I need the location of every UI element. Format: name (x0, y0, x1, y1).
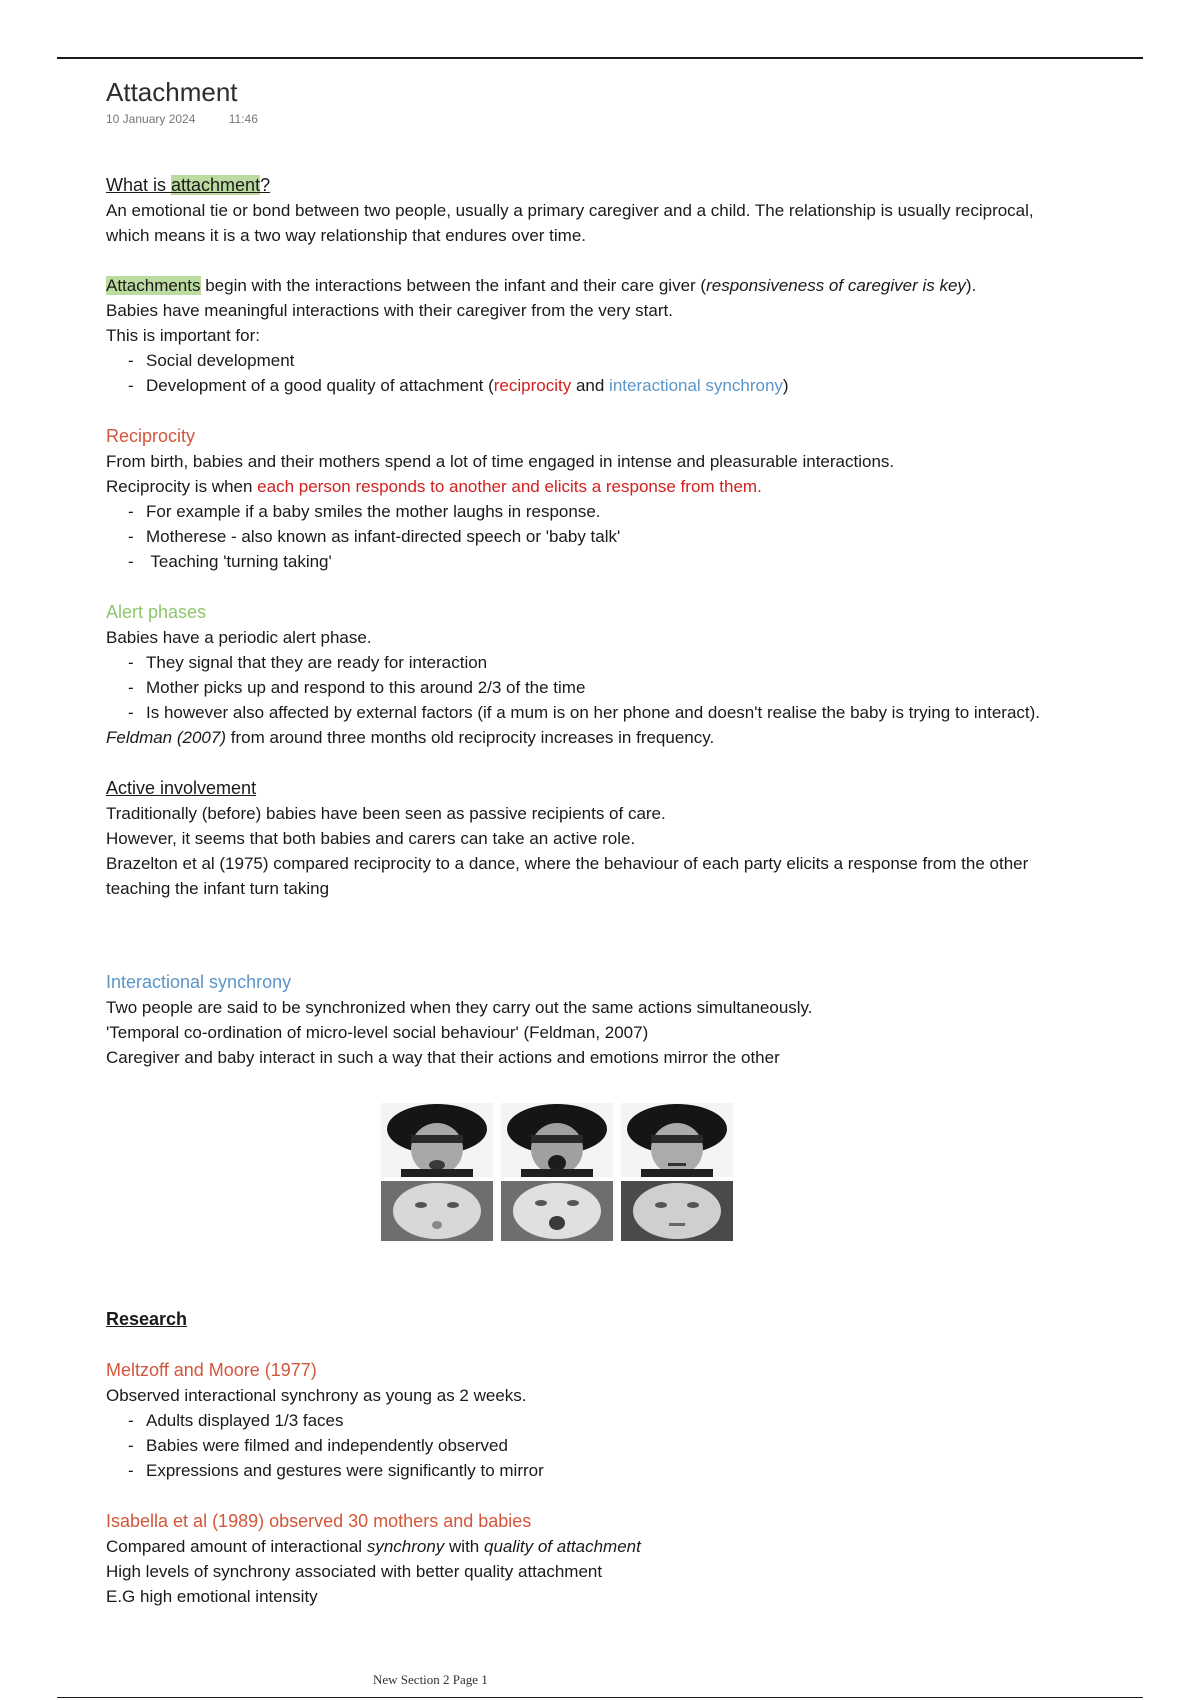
text-line: Traditionally (before) babies have been seen as passive recipients of care. (106, 804, 666, 823)
text-line: Compared amount of interactional synchrony with quality of attachment (106, 1537, 641, 1556)
adult-face-image (381, 1103, 493, 1177)
baby-face-image (381, 1181, 493, 1241)
text-line: Observed interactional synchrony as young as 2 weeks. (106, 1386, 527, 1405)
list-item: - Adults displayed 1/3 faces (128, 1408, 1156, 1433)
baby-face-image (501, 1181, 613, 1241)
bullet-list (106, 499, 1156, 574)
text-line: Two people are said to be synchronized when they carry out the same actions simultaneously. (106, 998, 813, 1017)
what-is-heading: What is attachment? (106, 175, 271, 195)
text-line: teaching the infant turn taking (106, 879, 330, 898)
text-line: Feldman (2007) from around three months old reciprocity increases in frequency. (106, 728, 715, 747)
text-line: which means it is a two way relationship that endures over time. (106, 226, 587, 245)
adult-face-image (621, 1103, 733, 1177)
list-item: - They signal that they are ready for interaction (128, 650, 1156, 675)
bottom-rule (57, 1697, 1143, 1698)
note-page (106, 70, 1156, 1609)
baby-face-image (621, 1181, 733, 1241)
meltzoff-faces-photo (381, 1103, 733, 1259)
list-item: - Teaching 'turning taking' (128, 549, 1156, 574)
highlight: attachment (171, 175, 261, 195)
list-item: - Social development (128, 348, 1156, 373)
research-heading: Research (106, 1309, 188, 1329)
page-date: 10 January 2024 (106, 112, 196, 126)
text-line: Brazelton et al (1975) compared reciprocity to a dance, where the behaviour of each party elicits a response from the other (106, 854, 1029, 873)
list-item: - Mother picks up and respond to this around 2/3 of the time (128, 675, 1156, 700)
text-line: From birth, babies and their mothers spend a lot of time engaged in intense and pleasurable interactions. (106, 452, 895, 471)
text-line: Caregiver and baby interact in such a way that their actions and emotions mirror the other (106, 1048, 780, 1067)
top-rule (57, 57, 1143, 59)
text-line: Babies have a periodic alert phase. (106, 628, 372, 647)
text-line: High levels of synchrony associated with better quality attachment (106, 1562, 603, 1581)
page-time: 11:46 (228, 112, 258, 126)
list-item: - Development of a good quality of attachment (reciprocity and interactional synchrony) (128, 373, 1156, 398)
text-line: E.G high emotional intensity (106, 1587, 318, 1606)
active-involvement-heading: Active involvement (106, 778, 257, 798)
text-line: This is important for: (106, 326, 260, 345)
text-line: Attachments begin with the interactions between the infant and their care giver (responsiveness of caregiver is key). (106, 276, 977, 295)
page-meta (106, 112, 1156, 130)
text-line: An emotional tie or bond between two people, usually a primary caregiver and a child. The relationship is usually reciprocal, (106, 201, 1034, 220)
bullet-list (106, 1408, 1156, 1483)
list-item: - Babies were filmed and independently observed (128, 1433, 1156, 1458)
bullet-list (106, 650, 1156, 725)
text-line: However, it seems that both babies and carers can take an active role. (106, 829, 636, 848)
text-line: Babies have meaningful interactions with their caregiver from the very start. (106, 301, 673, 320)
adult-face-image (501, 1103, 613, 1177)
list-item: - Motherese - also known as infant-directed speech or 'baby talk' (128, 524, 1156, 549)
isabella-heading: Isabella et al (1989) observed 30 mothers and babies (106, 1511, 532, 1531)
list-item: - Expressions and gestures were significantly to mirror (128, 1458, 1156, 1483)
reciprocity-heading: Reciprocity (106, 426, 196, 446)
alert-phases-heading: Alert phases (106, 602, 207, 622)
highlight: Attachments (106, 276, 201, 295)
bullet-list (106, 348, 1156, 398)
page-title: Attachment (106, 77, 238, 107)
text-line: 'Temporal co-ordination of micro-level social behaviour' (Feldman, 2007) (106, 1023, 649, 1042)
meltzoff-heading: Meltzoff and Moore (1977) (106, 1360, 317, 1380)
list-item: - Is however also affected by external factors (if a mum is on her phone and doesn't realise the baby is trying to interact). (128, 700, 1156, 725)
interactional-synchrony-heading: Interactional synchrony (106, 972, 292, 992)
list-item: - For example if a baby smiles the mother laughs in response. (128, 499, 1156, 524)
text-line: Reciprocity is when each person responds to another and elicits a response from them. (106, 477, 762, 496)
page-footer: New Section 2 Page 1 (373, 1672, 488, 1687)
